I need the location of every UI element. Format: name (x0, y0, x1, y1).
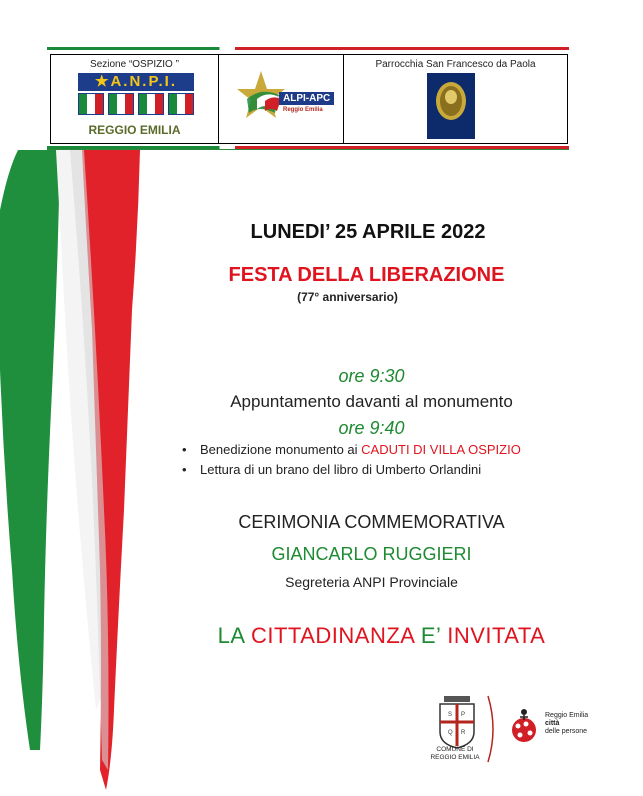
invite-invitata: INVITATA (447, 623, 546, 648)
speaker-name: GIANCARLO RUGGIERI (271, 544, 472, 564)
bullet2-text: Lettura di un brano del libro di Umberto Orlandini (200, 462, 482, 477)
svg-text:P: P (461, 712, 466, 718)
svg-text:Q: Q (448, 730, 453, 736)
reggio-emilia-citta-persone-icon (504, 706, 544, 746)
parrocchia-label: Parrocchia San Francesco da Paola (375, 59, 536, 70)
ceremony-title: CERIMONIA COMMEMORATIVA (238, 512, 505, 532)
event-time-1: ore 9:30 (338, 366, 405, 386)
invite-e: E’ (420, 623, 448, 648)
bullet1-highlight: CADUTI DI VILLA OSPIZIO (361, 442, 521, 457)
event-time-2: ore 9:40 (338, 418, 405, 438)
list-item (182, 462, 521, 477)
program-list (182, 442, 521, 482)
bullet1-text: Benedizione monumento ai (200, 442, 362, 457)
anpi-flags-icon (78, 93, 194, 115)
invitation-line (60, 623, 643, 649)
svg-text:R: R (461, 730, 466, 736)
speaker-role: Segreteria ANPI Provinciale (285, 574, 458, 590)
anpi-city-label: REGGIO EMILIA (88, 123, 181, 137)
alpi-apc-logo (227, 69, 335, 129)
event-meeting-text: Appuntamento davanti al monumento (230, 392, 513, 411)
anpi-star-icon: ★ (94, 73, 111, 90)
anpi-section-label: Sezione “OSPIZIO ” (90, 59, 179, 70)
comune-label: COMUNE DI REGGIO EMILIA (430, 746, 480, 761)
footer-divider-curve (482, 694, 502, 764)
invite-cittadinanza: CITTADINANZA (250, 623, 421, 648)
header-logos-table (50, 54, 568, 144)
event-date: LUNEDI’ 25 APRILE 2022 (250, 221, 486, 243)
event-title: FESTA DELLA LIBERAZIONE (228, 264, 505, 286)
alpi-logo-text: ALPI-APC (279, 92, 334, 105)
invite-la: LA (217, 623, 251, 648)
list-item (182, 442, 521, 457)
anpi-logo (78, 73, 194, 117)
alpi-logo-subtitle: Reggio Emilia (283, 107, 323, 113)
parrocchia-seal-icon (427, 73, 475, 139)
header-top-tricolor-line (47, 47, 569, 50)
parrocchia-cell (344, 55, 567, 143)
anpi-logo-text: A.N.P.I. (110, 73, 178, 90)
event-anniversary: (77° anniversario) (297, 290, 398, 304)
anpi-cell (51, 55, 219, 143)
alpi-cell (219, 55, 344, 143)
city-brand-label: Reggio Emilia città delle persone (545, 712, 589, 735)
tricolor-brush-decoration (0, 150, 160, 796)
svg-text:S: S (448, 712, 453, 718)
